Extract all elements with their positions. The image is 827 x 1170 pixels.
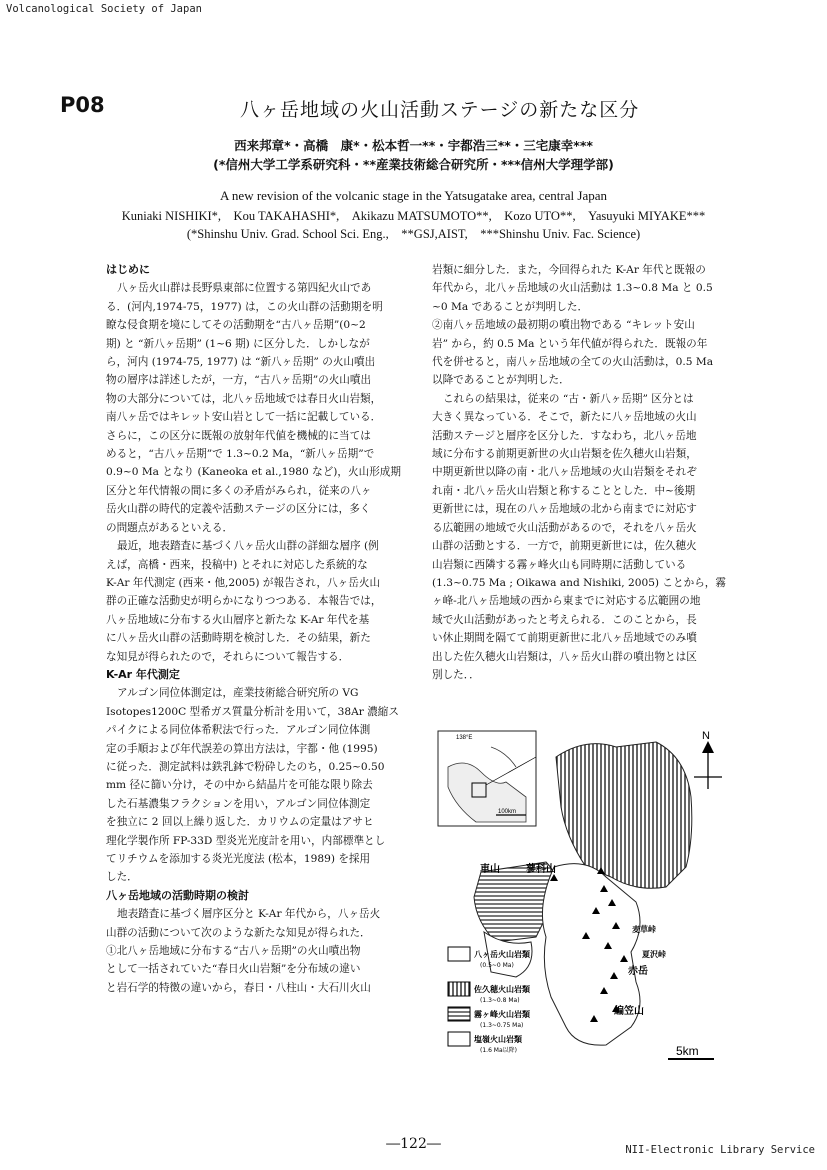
- text-line: 最近，地表踏査に基づく八ヶ岳火山群の詳細な層序 (例: [117, 540, 379, 553]
- text-line: 代を併せると，南八ヶ岳地域の全ての火山活動は，0.5 Ma: [432, 356, 714, 369]
- text-line: 域に分布する前期更新世の火山岩類を佐久穂火山岩類，: [432, 448, 697, 461]
- text-line: 区分と年代情報の間に多くの矛盾がみられ，従来の八ヶ: [106, 484, 372, 497]
- text-line: 物の層序は詳述したが，一方，“古八ヶ岳期”の火山噴出: [106, 374, 372, 387]
- text-line: 八ヶ岳火山群は長野県東部に位置する第四紀火山であ: [117, 282, 372, 295]
- text-line: ヶ峰-北八ヶ岳地域の西から東までに対応する広範囲の地: [432, 595, 701, 608]
- paper-title-jp: 八ヶ岳地域の火山活動ステージの新たな区分: [240, 99, 640, 121]
- text-line: る．(河内,1974-75，1977) は，この火山群の活動期を明: [106, 300, 383, 313]
- inset-map: [438, 731, 536, 826]
- section-heading: K-Ar 年代測定: [106, 667, 180, 681]
- geologic-map: [436, 727, 726, 1072]
- text-line: 活動ステージと層序を区分した．すなわち，北八ヶ岳地: [432, 429, 697, 442]
- north-label: N: [702, 730, 710, 742]
- legend-range-4: (1.6 Ma以降): [480, 1047, 517, 1054]
- text-line: 山群の活動について次のような新たな知見が得られた．: [106, 926, 371, 939]
- legend-label-3: 霧ヶ峰火山岩類: [474, 1010, 530, 1019]
- scale-label: 5km: [676, 1044, 699, 1058]
- paper-title-en: A new revision of the volcanic stage in the Yatsugatake area, central Japan: [220, 188, 607, 203]
- scale-bar: [668, 1044, 714, 1059]
- inset-scale-label: 100km: [498, 809, 517, 815]
- text-line: mm 径に篩い分け，その中から結晶片を可能な限り除去: [106, 779, 373, 792]
- text-line: に従った．測定試料は鉄乳鉢で粉砕したのち，0.25~0.50: [106, 760, 385, 773]
- inset-lon-label: 138°E: [456, 735, 473, 741]
- text-line: 山岩類に西隣する霧ヶ峰火山も同時期に活動している: [432, 558, 687, 571]
- text-line: 別した．．: [432, 668, 480, 681]
- authors-jp: 西来邦章*・高橋 康*・松本哲一**・宇都浩三**・三宅康幸***: [234, 138, 593, 153]
- text-line: めると，“古八ヶ岳期”で 1.3~0.2 Ma，“新八ヶ岳期”で: [106, 448, 375, 461]
- legend-label-2: 佐久穂火山岩類: [474, 985, 530, 994]
- affiliations-jp: (*信州大学工学系研究科・**産業技術総合研究所・***信州大学理学部): [213, 157, 614, 172]
- text-line: 岩類に細分した．また，今回得られた K-Ar 年代と既報の: [432, 264, 706, 276]
- text-line: 八ヶ岳地域に分布する火山層序と新たな K-Ar 年代を基: [106, 613, 370, 626]
- text-line: 理化学製作所 FP-33D 型炎光光度計を用い，内部標準とし: [106, 834, 386, 847]
- text-line: 山群の活動とする．一方で，前期更新世には，佐久穂火: [432, 540, 697, 553]
- text-line: 以降であることが判明した．: [432, 374, 570, 387]
- text-line: な知見が得られたので，それらについて報告する．: [106, 650, 350, 663]
- text-line: 群の正確な活動史が明らかになりつつある．本報告では，: [106, 595, 382, 608]
- right-column: [432, 261, 738, 684]
- text-line: 大きく異なっている．そこで，新たに八ヶ岳地域の火山: [432, 411, 697, 424]
- place-natsuzawa: 夏沢峠: [642, 950, 666, 959]
- page-number: ―122―: [386, 1136, 441, 1152]
- affiliations-en: (*Shinshu Univ. Grad. School Sci. Eng., **GSJ,AIST, ***Shinshu Univ. Fac. Science): [186, 227, 641, 241]
- text-line: 期) と “新八ヶ岳期” (1~6 期) に区分した．しかしなが: [106, 337, 370, 350]
- text-line: 南八ヶ岳ではキレット安山岩として一括に記載している．: [106, 411, 382, 424]
- text-line: を独立に 2 回以上繰り返した．カリウムの定量はアサヒ: [106, 816, 374, 829]
- text-line: ②南八ヶ岳地域の最初期の噴出物である “キレット安山: [432, 319, 695, 332]
- place-mugikusa: 麦草峠: [632, 925, 656, 934]
- legend-label-1: 八ヶ岳火山岩類: [474, 950, 530, 959]
- text-line: パイクによる同位体希釈法で行った．アルゴン同位体測: [106, 724, 371, 737]
- text-line: と岩石学的特徴の違いから，春日・八柱山・大石川火山: [106, 981, 371, 994]
- library-footer: NII-Electronic Library Service: [625, 1144, 815, 1156]
- legend-range-2: (1.3~0.8 Ma): [480, 997, 520, 1004]
- text-line: 定の手順および年代誤差の算出方法は，宇都・他 (1995): [106, 742, 378, 755]
- society-header: Volcanological Society of Japan: [6, 3, 202, 15]
- text-line: えば，高橋・西来，投稿中) とそれに対応した系統的な: [106, 558, 368, 571]
- text-line: 中期更新世以降の南・北八ヶ岳地域の火山岩類をそれぞ: [432, 466, 697, 479]
- text-line: Isotopes1200C 型希ガス質量分析計を用いて，38Ar 濃縮ス: [106, 705, 399, 718]
- text-line: (1.3~0.75 Ma ; Oikawa and Nishiki, 2005) ことから，霧: [432, 576, 726, 589]
- text-line: ①北八ヶ岳地域に分布する“古八ヶ岳期”の火山噴出物: [106, 945, 361, 958]
- legend-label-4: 塩嶺火山岩類: [474, 1035, 522, 1044]
- text-line: さらに，この区分に既報の放射年代値を機械的に当ては: [106, 429, 371, 442]
- text-line: 物の大部分については，北八ヶ岳地域では春日火山岩類，: [106, 392, 382, 405]
- text-line: 瞭な侵食期を境にしてその活動期を“古八ヶ岳期”(0~2: [106, 319, 366, 332]
- place-tateshina: 蓼科山: [526, 864, 556, 875]
- place-kurumayama: 車山: [480, 864, 500, 875]
- text-line: てリチウムを添加する炎光光度法 (松本，1989) を採用: [106, 853, 371, 865]
- legend-range-3: (1.3~0.75 Ma): [480, 1022, 524, 1029]
- text-line: 更新世には，現在の八ヶ岳地域の北から南までに対応す: [432, 503, 697, 516]
- left-column: [106, 261, 416, 997]
- authors-en: Kuniaki NISHIKI*, Kou TAKAHASHI*, Akikazu MATSUMOTO**, Kozo UTO**, Yasuyuki MIYAKE***: [121, 209, 706, 223]
- yatsugatake-area: [542, 864, 640, 1046]
- place-amigasa: 編笠山: [614, 1006, 644, 1017]
- text-line: い休止期間を隔てて前期更新世に北八ヶ岳地域でのみ噴: [432, 632, 697, 645]
- text-line: これらの結果は，従来の “古・新八ヶ岳期” 区分とは: [443, 392, 694, 405]
- text-line: K-Ar 年代測定 (西来・他,2005) が報告され，八ヶ岳火山: [106, 576, 381, 589]
- text-line: 年代から，北八ヶ岳地域の火山活動は 1.3~0.8 Ma と 0.5: [432, 282, 713, 295]
- text-line: として一括されていた“春日火山岩類”を分布域の違い: [106, 963, 361, 976]
- text-line: る広範囲の地域で火山活動があるので，それを八ヶ岳火: [432, 521, 697, 534]
- text-line: 域で火山活動があったと考えられる．このことから，長: [432, 613, 697, 626]
- text-line: した石基濃集フラクションを用い，アルゴン同位体測定: [106, 797, 371, 810]
- text-line: 地表踏査に基づく層序区分と K-Ar 年代から，八ヶ岳火: [117, 908, 381, 921]
- paper-id: P08: [60, 93, 105, 117]
- text-line: の問題点があるといえる．: [106, 521, 234, 534]
- text-line: 岳火山群の時代的定義や活動ステージの区分には，多く: [106, 503, 371, 516]
- text-line: ら，河内 (1974-75, 1977) は “新八ヶ岳期” の火山噴出: [106, 356, 376, 369]
- text-line: ~0 Ma であることが判明した．: [432, 300, 589, 313]
- text-line: した．: [106, 871, 138, 884]
- place-akadake: 赤岳: [628, 966, 648, 977]
- text-line: れ南・北八ヶ岳火山岩類と称することとした．中~後期: [432, 484, 696, 497]
- section-heading: 八ヶ岳地域の活動時期の検討: [106, 888, 249, 902]
- text-line: 0.9~0 Ma となり (Kaneoka et al.,1980 など)，火山形成期: [106, 466, 401, 479]
- legend-range-1: (0.5~0 Ma): [480, 962, 514, 969]
- text-line: に八ヶ岳火山群の活動時期を検討した．その結果，新た: [106, 632, 371, 645]
- section-heading: はじめに: [106, 263, 150, 276]
- text-line: 出した佐久穂火山岩類は，八ヶ岳火山群の噴出物とは区: [432, 650, 697, 663]
- north-arrow: [694, 730, 722, 789]
- text-line: アルゴン同位体測定は，産業技術総合研究所の VG: [117, 687, 359, 700]
- text-line: 岩” から，約 0.5 Ma という年代値が得られた．既報の年: [432, 337, 708, 350]
